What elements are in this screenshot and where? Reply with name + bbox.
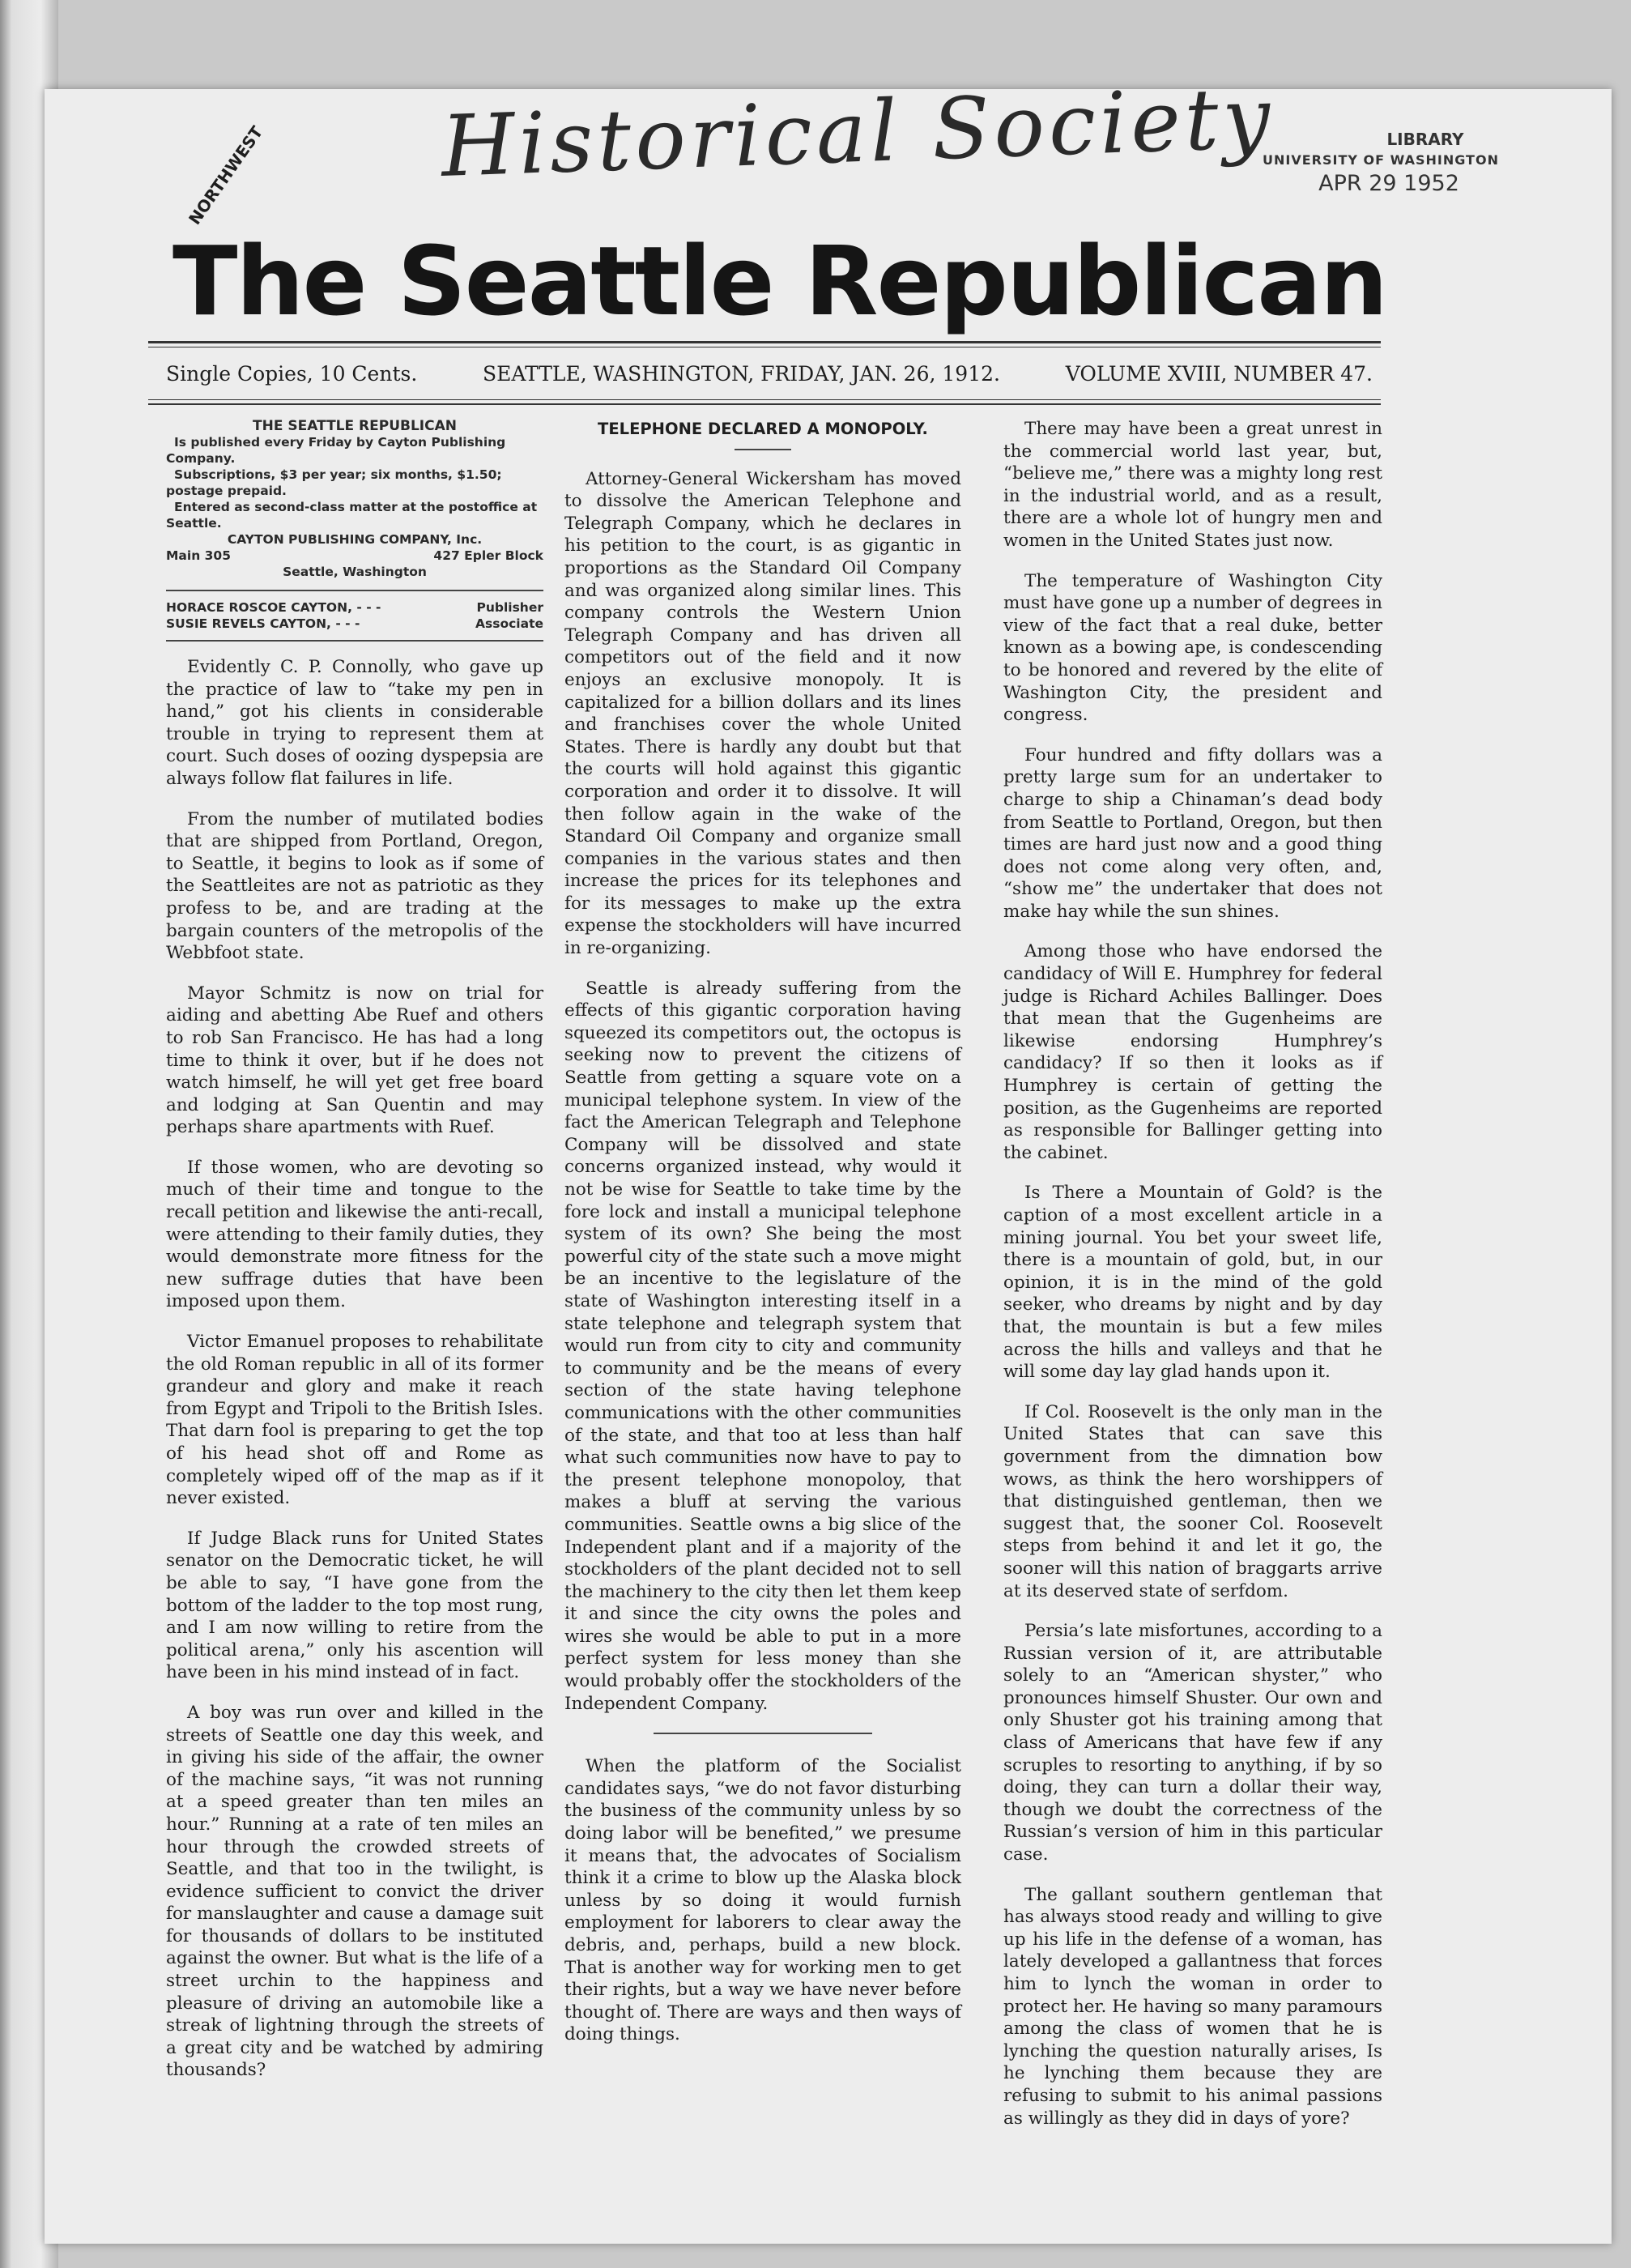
publisher-address: 427 Epler Block xyxy=(433,548,543,563)
editorial-paragraph: There may have been a great unrest in the commercial world last year, but, “believe me,” there was a mighty long rest in the industrial world, and as a result, there are a whole lot of hungry men and women in the United States just now. xyxy=(1003,419,1382,551)
editorial-paragraph: The temperature of Washington City must have gone up a number of degrees in view of the fact that a real duke, better known as a bowing ape, is condescending to be honored and revered by the elite of Washington City, the president and congress. xyxy=(1003,570,1382,726)
editorial-paragraph: Evidently C. P. Connolly, who gave up the practice of law to “take my pen in hand,” got his clients in considerable trouble in trying to represent them at court. Such doses of oozing dyspepsia are always follow flat failures in life. xyxy=(166,657,543,789)
volume-label: VOLUME XVIII, NUMBER 47. xyxy=(1065,362,1373,386)
info-rule-2 xyxy=(148,403,1381,405)
publisher-contact-row xyxy=(166,548,543,564)
publisher-divider-bottom xyxy=(166,640,543,642)
editorial-paragraph: Mayor Schmitz is now on trial for aiding and abetting Abe Ruef and others to rob San Francisco. He has had a long time to think it over, but if he does not watch himself, he will yet get free board and lodging at San Quentin and may perhaps share apartments with Ruef. xyxy=(166,983,543,1138)
editorial-paragraph: Is There a Mountain of Gold? is the caption of a most excellent article in a mining journal. You bet your sweet life, there is a mountain of gold, but, in our opinion, it is in the mind of the gold seeker, who dreams by night and by day that, the mountain is but a few miles across the hills and valleys and that he will some day lay glad hands upon it. xyxy=(1003,1183,1382,1383)
staff-role: Publisher xyxy=(476,600,543,615)
editorial-paragraph: A boy was run over and killed in the streets of Seattle one day this week, and in giving his side of the affair, the owner of the machine says, “it was not running at a speed greater than ten miles an hour.” Running at a rate of ten miles an hour through the crowded streets of Seattle, and that too in the twilight, is evidence sufficient to convict the driver for manslaughter and cause a damage suit for thousands of dollars to be instituted against the owner. But what is the life of a street urchin to the happiness and pleasure of driving an automobile like a streak of lightning through the streets of a great city and be watched by admiring thousands? xyxy=(166,1702,543,2081)
publisher-line-1: Is published every Friday by Cayton Publishing Company. xyxy=(166,435,506,466)
masthead-title: The Seattle Republican xyxy=(172,225,1386,337)
column-1 xyxy=(166,418,543,2100)
publisher-divider xyxy=(166,590,543,591)
column-3 xyxy=(1003,418,1382,2147)
article-divider xyxy=(654,1733,872,1734)
article-headline: TELEPHONE DECLARED A MONOPOLY. xyxy=(598,420,928,438)
masthead-rule-top xyxy=(148,341,1381,343)
info-rule-1 xyxy=(148,399,1381,400)
price-label: Single Copies, 10 Cents. xyxy=(166,362,418,386)
editorial-paragraph: Victor Emanuel proposes to rehabilitate the old Roman republic in all of its former grandeur and glory and make it reach from Egypt and Tripoli to the British Isles. That darn fool is preparing to get the top of his head shot off and Rome as completely wiped off of the map as if it never existed. xyxy=(166,1332,543,1509)
publisher-box xyxy=(166,418,543,642)
editorial-paragraph: From the number of mutilated bodies that are shipped from Portland, Oregon, to Seattle, it begins to look as if some of the Seattleites are not as patriotic as they profess to be, and are trading at the bargain counters of the metropolis of the Webbfoot state. xyxy=(166,808,543,964)
staff-row-publisher xyxy=(166,599,543,616)
editorial-paragraph: If Col. Roosevelt is the only man in the United States that can save this government from the dimnation bow wows, as think the hero worshippers of that distinguished gentleman, then we suggest that, the sooner Col. Roosevelt steps from behind it and let it go, the sooner will this nation of braggarts arrive at its deserved state of serfdom. xyxy=(1003,1401,1382,1601)
stamp-date: APR 29 1952 xyxy=(1318,171,1459,196)
editorial-paragraph: The gallant southern gentleman that has always stood ready and willing to give up his life in the defense of a woman, has lately developed a gallantness that forces him to lynch the woman in order to protect her. He having so many paramours among the class of women that he is lynching the question naturally arises, Is he lynching them because they are refusing to submit to his animal passions as willingly as they did in days of yore? xyxy=(1003,1884,1382,2129)
editorial-paragraph: If Judge Black runs for United States senator on the Democratic ticket, he will be able to say, “I have gone from the bottom of the ladder to the top most rung, and I am now willing to retire from the political arena,” only his ascention will have been in his mind instead of in fact. xyxy=(166,1528,543,1683)
article-paragraph: Seattle is already suffering from the effects of this gigantic corporation having squeezed its competitors out, the octopus is seeking now to prevent the citizens of Seattle from getting a square vote on a municipal telephone system. In view of the fact the American Telegraph and Telephone Company will be dissolved and state concerns organized instead, why would it not be wise for Seattle to take time by the fore lock and install a municipal telephone system of its own? She being the most powerful city of the state such a move might be an incentive to the legislature of the state of Washington interesting itself in a state telephone and telegraph system that would run from city to city and community to community and be the means of every section of the state having telephone communications with the other communities of the state, and that too at less than half what such communities now have to pay to the present telephone monopoloy, that makes a bluff at serving the various communities. Seattle owns a big slice of the Independent plant and if a majority of the stockholders of the plant decided not to sell the machinery to the city then let them keep it and since the city owns the poles and wires she would be able to put in a more perfect system for less money than she would probably offer the stockholders of the Independent Company. xyxy=(564,978,961,1714)
editorial-paragraph: Four hundred and fifty dollars was a pretty large sum for an undertaker to charge to ship a Chinaman’s dead body from Seattle to Portland, Oregon, but then times are hard just now and a good thing does not come along very often, and, “show me” the undertaker that does not make hay while the sun shines. xyxy=(1003,744,1382,922)
stamp-line-library: LIBRARY xyxy=(1386,130,1464,149)
handwritten-note: Historical Society xyxy=(439,68,1276,196)
dateline: SEATTLE, WASHINGTON, FRIDAY, JAN. 26, 1912. xyxy=(483,362,1000,386)
staff-row-associate xyxy=(166,616,543,632)
info-bar xyxy=(166,362,1373,386)
publisher-city: Seattle, Washington xyxy=(283,565,427,579)
editorial-paragraph: Persia’s late misfortunes, according to a Russian version of it, are attributable solely to an “American shyster,” who pronounces himself Shuster. Our own and only Shuster got his training among that class of Americans that have few if any scruples to resorting to anything, if by so doing, they can turn a dollar their way, though we doubt the correctness of the Russian’s version of him in this particular case. xyxy=(1003,1621,1382,1865)
publisher-line-2: Subscriptions, $3 per year; six months, $1.50; postage prepaid. xyxy=(166,467,502,498)
publisher-company: CAYTON PUBLISHING COMPANY, Inc. xyxy=(227,532,483,547)
editorial-paragraph: If those women, who are devoting so much of their time and tongue to the recall petition and likewise the anti-recall, were attending to their family duties, they would demonstrate more fitness for the new suffrage duties that have been imposed upon them. xyxy=(166,1157,543,1312)
masthead-northwest-stamp: NORTHWEST xyxy=(185,122,267,228)
article-paragraph: Attorney-General Wickersham has moved to dissolve the American Telephone and Telegraph Company, which he declares in his petition to the court, is as gigantic in proportions as the Standard Oil Company and was organized along similar lines. This company controls the Western Union Telegraph Company and has driven all competitors out of the field and it now enjoys an exclusive monopoly. It is capitalized for a billion dollars and its lines and franchises cover the whole United States. There is hardly any doubt but that the courts will hold against this gigantic corporation and order it to dissolve. It will then follow again in the wake of the Standard Oil Company and organize small companies in the various states and then increase the prices for its telephones and for its messages to make up the extra expense the stockholders will have incurred in re-organizing. xyxy=(564,468,961,959)
publisher-box-title: THE SEATTLE REPUBLICAN xyxy=(253,418,457,434)
staff-role: Associate xyxy=(475,616,543,631)
editorial-paragraph: When the platform of the Socialist candidates says, “we do not favor disturbing the business of the community unless by so doing labor will be benefited,” we presume it means that, the advocates of Socialism think it a crime to blow up the Alaska block unless by so doing it would furnish employment for laborers to clear away the debris, and, perhaps, build a new block. That is another way for working men to get their rights, but a way we have never before thought of. There are ways and then ways of doing things. xyxy=(564,1756,961,2045)
publisher-phone: Main 305 xyxy=(166,548,231,563)
editorial-paragraph: Among those who have endorsed the candidacy of Will E. Humphrey for federal judge is Richard Achiles Ballinger. Does that mean that the Gugenheims are likewise endorsing Humphrey’s candidacy? If so then it looks as if Humphrey is certain of getting the position, as the Gugenheims are reported as responsible for Ballinger getting into the cabinet. xyxy=(1003,941,1382,1163)
publisher-line-3: Entered as second-class matter at the postoffice at Seattle. xyxy=(166,500,538,531)
stamp-line-university: UNIVERSITY OF WASHINGTON xyxy=(1263,152,1499,168)
staff-name: SUSIE REVELS CAYTON, - - - xyxy=(166,616,360,631)
staff-name: HORACE ROSCOE CAYTON, - - - xyxy=(166,600,381,615)
column-2 xyxy=(564,418,961,2064)
headline-rule xyxy=(735,449,791,450)
library-stamp xyxy=(1247,130,1514,196)
